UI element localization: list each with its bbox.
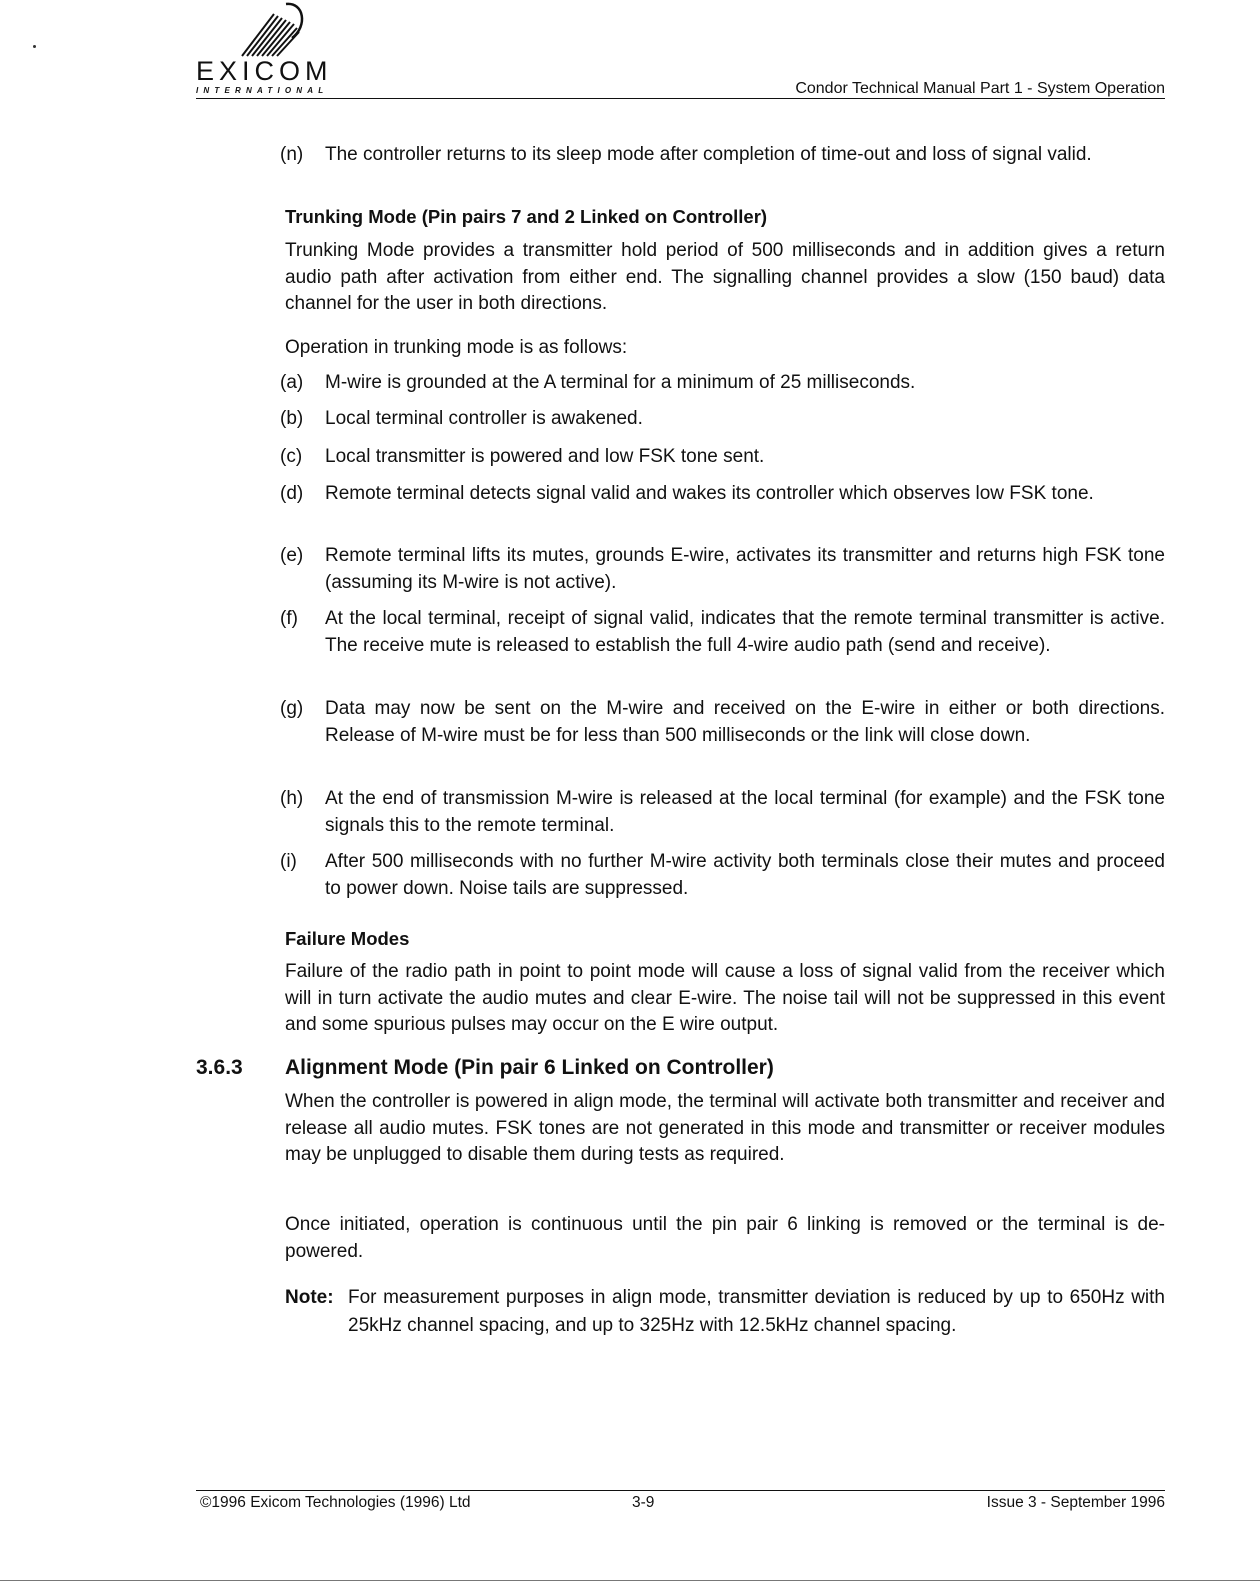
list-item-g	[280, 696, 1165, 749]
logo-wordmark: EXICOM	[196, 56, 333, 86]
list-item-label: (c)	[280, 446, 303, 467]
list-item-text: Local transmitter is powered and low FSK tone sent.	[325, 446, 765, 467]
list-item-label: (d)	[280, 483, 304, 504]
note-text: For measurement purposes in align mode, transmitter deviation is reduced by up to 650Hz with 25kHz channel spacing, and up to 325Hz with 12.5kHz channel spacing.	[348, 1287, 1165, 1336]
trunking-mode-heading: Trunking Mode (Pin pairs 7 and 2 Linked on Controller)	[285, 206, 768, 227]
list-item-text: Data may now be sent on the M-wire and received on the E-wire in either or both directions. Release of M-wire must be for less than 500 milliseconds or the link will close down.	[325, 698, 1165, 746]
footer-rule	[196, 1490, 1165, 1491]
list-item-label: (b)	[280, 408, 304, 429]
exicom-logo	[196, 0, 366, 100]
list-item-text: Local terminal controller is awakened.	[325, 408, 643, 429]
section-title: Alignment Mode (Pin pair 6 Linked on Controller)	[285, 1056, 774, 1079]
list-item-label: (e)	[280, 545, 304, 566]
list-item-text: At the local terminal, receipt of signal valid, indicates that the remote terminal transmitter is active. The receive mute is released to establish the full 4-wire audio path (send and receive).	[325, 608, 1165, 656]
footer-page-number: 3-9	[632, 1494, 655, 1511]
list-item-b	[280, 406, 1165, 433]
list-item-label: (h)	[280, 788, 304, 809]
list-item-h	[280, 786, 1165, 839]
list-item-text: M-wire is grounded at the A terminal for a minimum of 25 milliseconds.	[325, 372, 916, 393]
alignment-paragraph-2: Once initiated, operation is continuous until the pin pair 6 linking is removed or the terminal is de-powered.	[285, 1214, 1165, 1262]
list-item-n	[280, 142, 1165, 169]
list-item-text: The controller returns to its sleep mode after completion of time-out and loss of signal valid.	[325, 144, 1092, 165]
failure-modes-paragraph: Failure of the radio path in point to point mode will cause a loss of signal valid from the receiver which will in turn activate the audio mutes and clear E-wire. The noise tail will not be suppressed in this event and some spurious pulses may occur on the E wire output.	[285, 961, 1165, 1035]
list-item-text: At the end of transmission M-wire is released at the local terminal (for example) and the FSK tone signals this to the remote terminal.	[325, 788, 1165, 836]
header-rule	[196, 98, 1165, 99]
footer-copyright: ©1996 Exicom Technologies (1996) Ltd	[200, 1494, 471, 1511]
list-item-label: (n)	[280, 144, 304, 165]
operation-intro: Operation in trunking mode is as follows:	[285, 337, 628, 358]
list-item-e	[280, 543, 1165, 596]
list-item-a	[280, 370, 1165, 397]
note-block	[285, 1284, 1165, 1339]
list-item-label: (i)	[280, 851, 297, 872]
list-item-text: Remote terminal lifts its mutes, grounds E-wire, activates its transmitter and returns high FSK tone (assuming its M-wire is not active).	[325, 545, 1165, 593]
logo-subtitle: INTERNATIONAL	[196, 86, 329, 95]
logo-mark-icon	[234, 0, 334, 62]
trunking-mode-paragraph: Trunking Mode provides a transmitter hold period of 500 milliseconds and in addition gives a return audio path after activation from either end. The signalling channel provides a slow (150 baud) data channel for the user in both directions.	[285, 240, 1165, 314]
alignment-paragraph-1: When the controller is powered in align mode, the terminal will activate both transmitter and receiver and release all audio mutes. FSK tones are not generated in this mode and transmitter or receiver modules may be unplugged to disable them during tests as required.	[285, 1091, 1165, 1165]
list-item-d	[280, 481, 1165, 508]
list-item-c	[280, 444, 1165, 471]
list-item-f	[280, 606, 1165, 659]
note-label: Note:	[285, 1287, 334, 1308]
list-item-text: After 500 milliseconds with no further M-wire activity both terminals close their mutes and proceed to power down. Noise tails are suppressed.	[325, 851, 1165, 899]
scan-edge-line	[0, 1580, 1260, 1581]
failure-modes-heading: Failure Modes	[285, 928, 410, 949]
list-item-label: (f)	[280, 608, 298, 629]
footer-issue: Issue 3 - September 1996	[986, 1494, 1165, 1511]
scan-speck	[33, 45, 36, 48]
list-item-text: Remote terminal detects signal valid and wakes its controller which observes low FSK tone.	[325, 483, 1094, 504]
running-header-title: Condor Technical Manual Part 1 - System Operation	[795, 80, 1165, 97]
list-item-label: (a)	[280, 372, 304, 393]
list-item-label: (g)	[280, 698, 304, 719]
section-number: 3.6.3	[196, 1056, 243, 1079]
list-item-i	[280, 849, 1165, 902]
